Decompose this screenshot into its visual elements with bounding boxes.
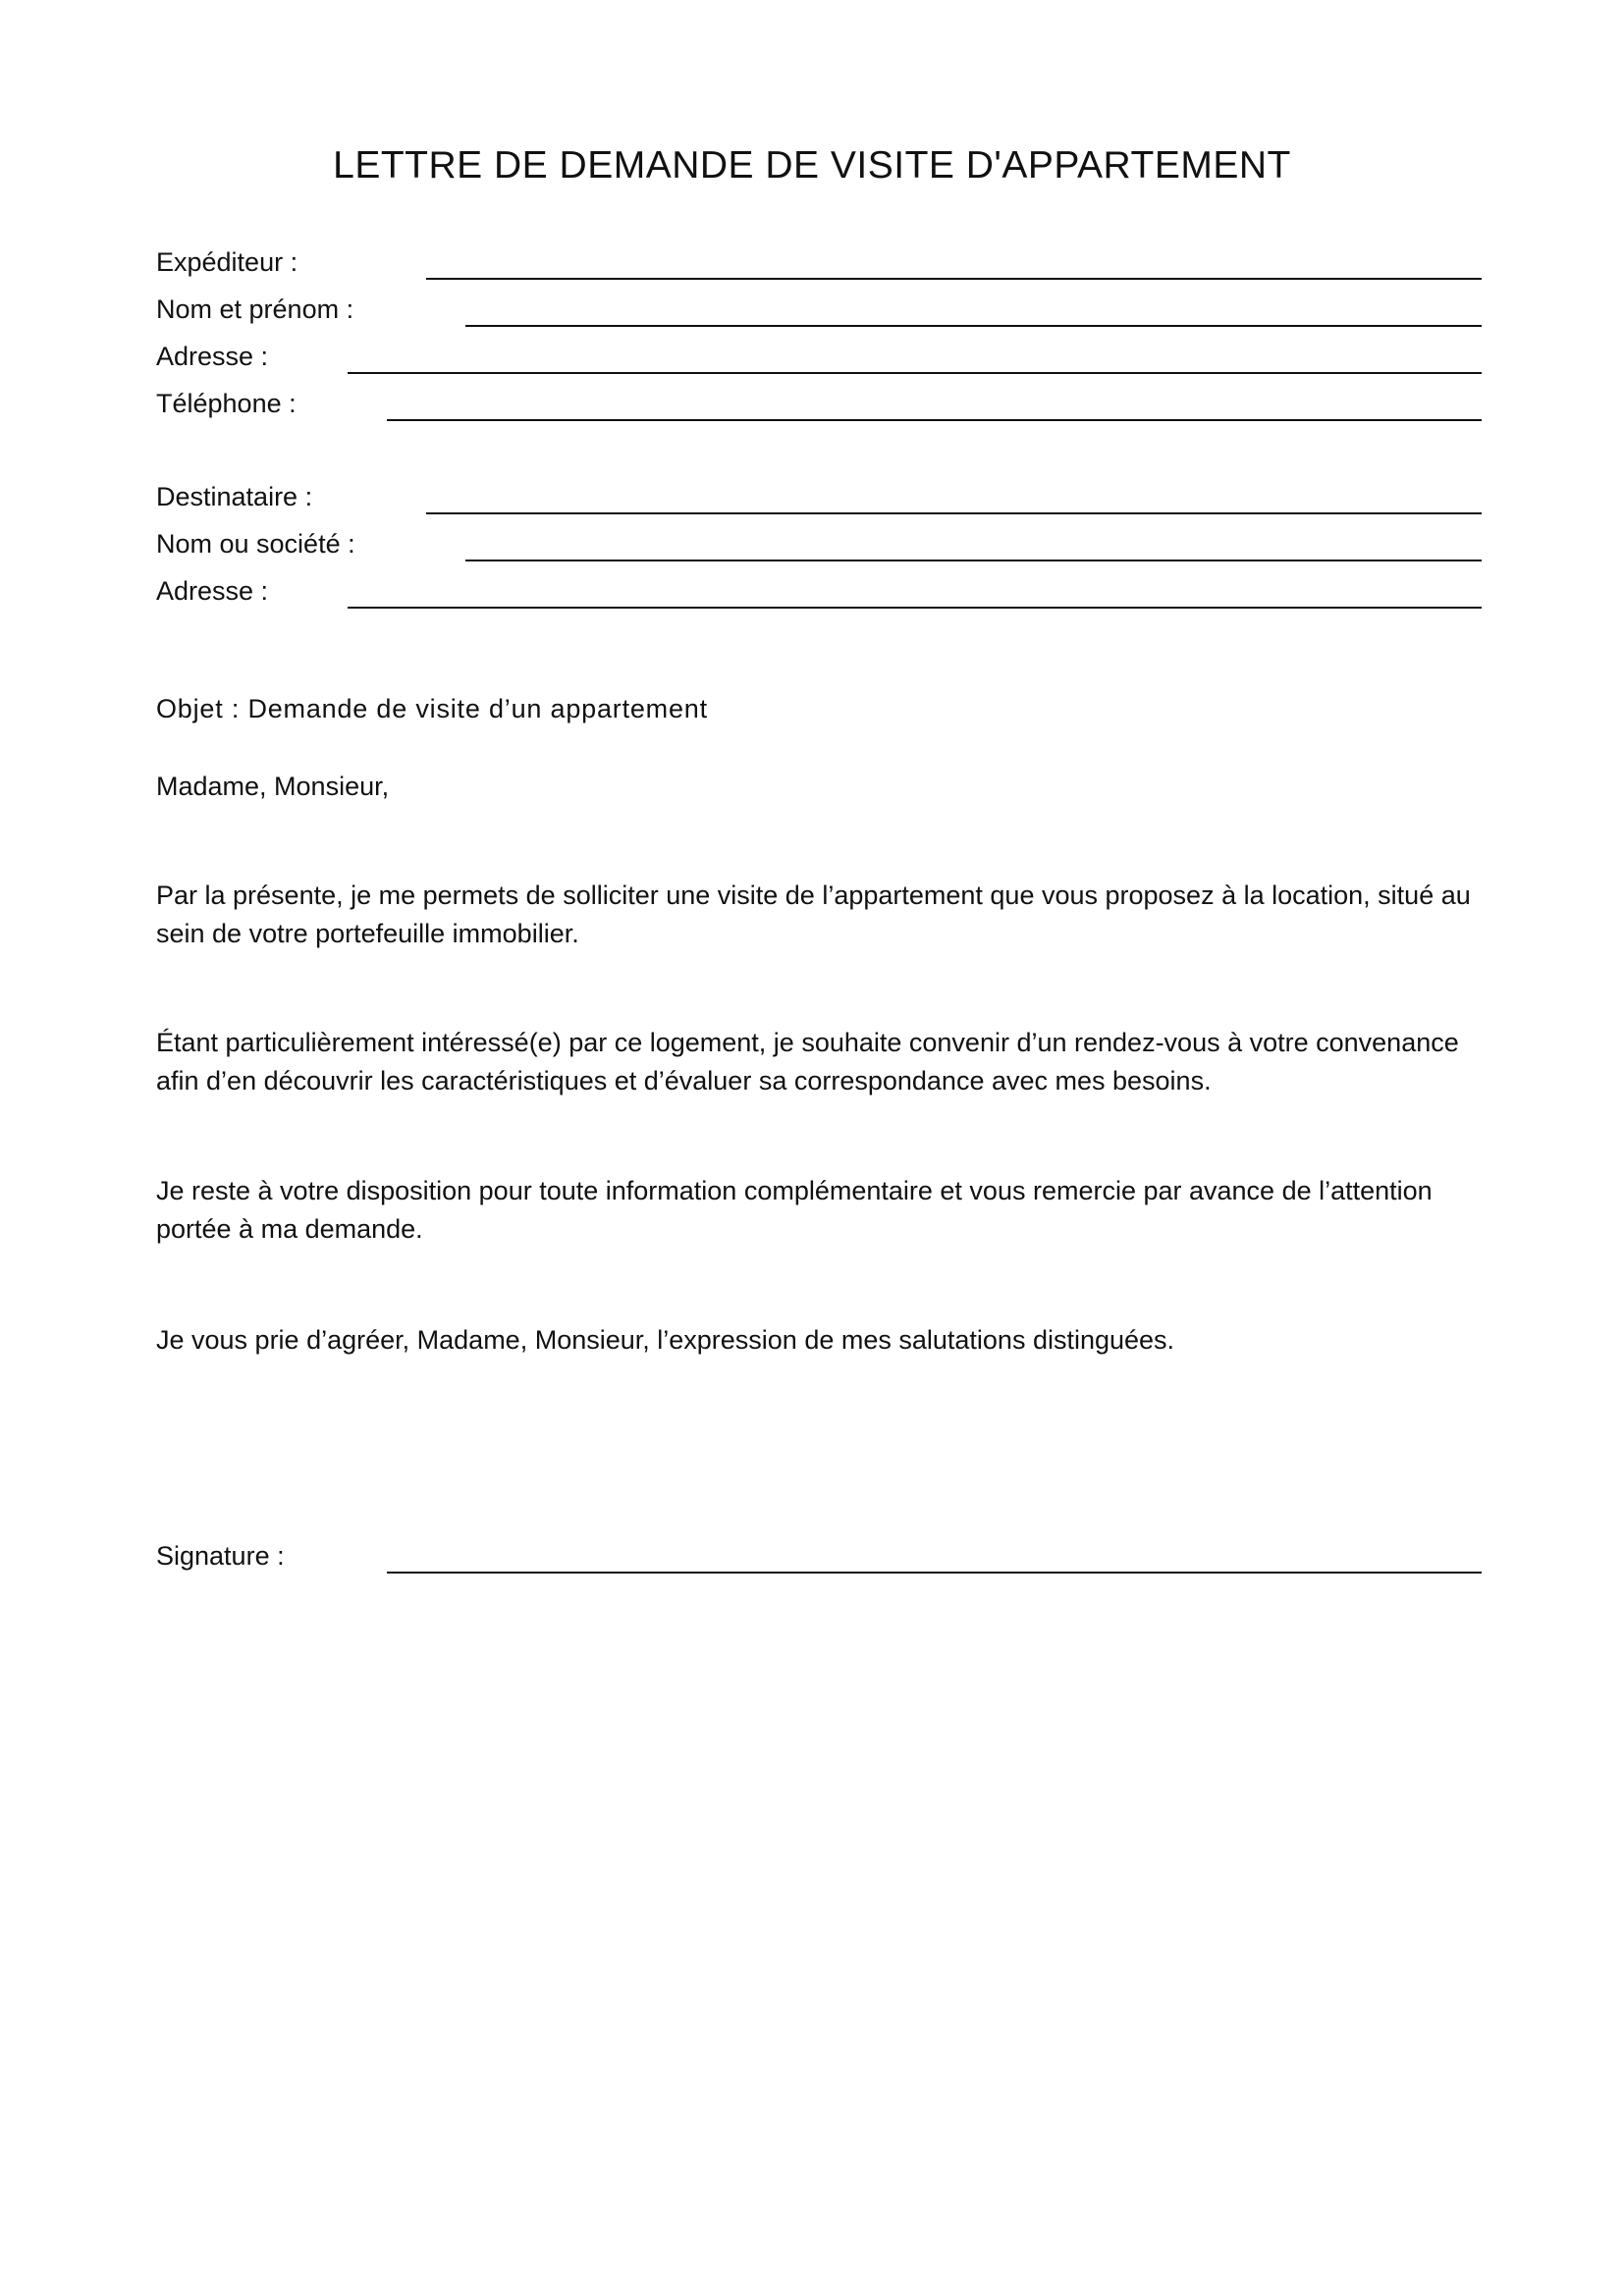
salutation: Madame, Monsieur, xyxy=(156,772,390,801)
recipient-name-line[interactable] xyxy=(465,560,1482,561)
sender-phone-label: Téléphone : xyxy=(156,389,297,418)
sender-name-row xyxy=(156,293,1482,340)
sender-heading-line[interactable] xyxy=(426,278,1482,280)
sender-name-label: Nom et prénom : xyxy=(156,294,354,324)
recipient-name-row xyxy=(156,527,1482,574)
sender-phone-row xyxy=(156,387,1482,434)
sender-phone-line[interactable] xyxy=(387,419,1482,421)
sender-address-label: Adresse : xyxy=(156,342,269,371)
signature-label: Signature : xyxy=(156,1541,285,1571)
subject-line: Objet : Demande de visite d’un appartement xyxy=(156,694,708,723)
recipient-heading-label: Destinataire : xyxy=(156,482,313,511)
recipient-address-label: Adresse : xyxy=(156,576,269,606)
recipient-heading-row xyxy=(156,480,1482,527)
signature-row xyxy=(156,1539,1482,1586)
recipient-heading-line[interactable] xyxy=(426,512,1482,514)
body-paragraph-1: Par la présente, je me permets de solliciter une visite de l’appartement que vous proposez à la location, situé au sein de votre portefeuille immobilier. xyxy=(156,881,1471,948)
sender-address-line[interactable] xyxy=(348,372,1482,374)
closing-formula: Je vous prie d’agréer, Madame, Monsieur, l’expression de mes salutations distinguées. xyxy=(156,1325,1175,1355)
sender-heading-row xyxy=(156,245,1482,293)
recipient-name-label: Nom ou société : xyxy=(156,529,355,559)
sender-address-row xyxy=(156,340,1482,387)
signature-line[interactable] xyxy=(387,1572,1482,1574)
sender-heading-label: Expéditeur : xyxy=(156,247,298,277)
body-paragraph-3: Je reste à votre disposition pour toute information complémentaire et vous remercie par avance de l’attention portée à ma demande. xyxy=(156,1176,1433,1244)
recipient-address-row xyxy=(156,574,1482,621)
page-title: LETTRE DE DEMANDE DE VISITE D'APPARTEMENT xyxy=(333,144,1291,187)
body-paragraph-2: Étant particulièrement intéressé(e) par ce logement, je souhaite convenir d’un rendez-vous à votre convenance afin d’en découvrir les caractéristiques et d’évaluer sa correspondance avec mes besoins. xyxy=(156,1028,1459,1095)
sender-name-line[interactable] xyxy=(465,325,1482,327)
recipient-address-line[interactable] xyxy=(348,607,1482,609)
